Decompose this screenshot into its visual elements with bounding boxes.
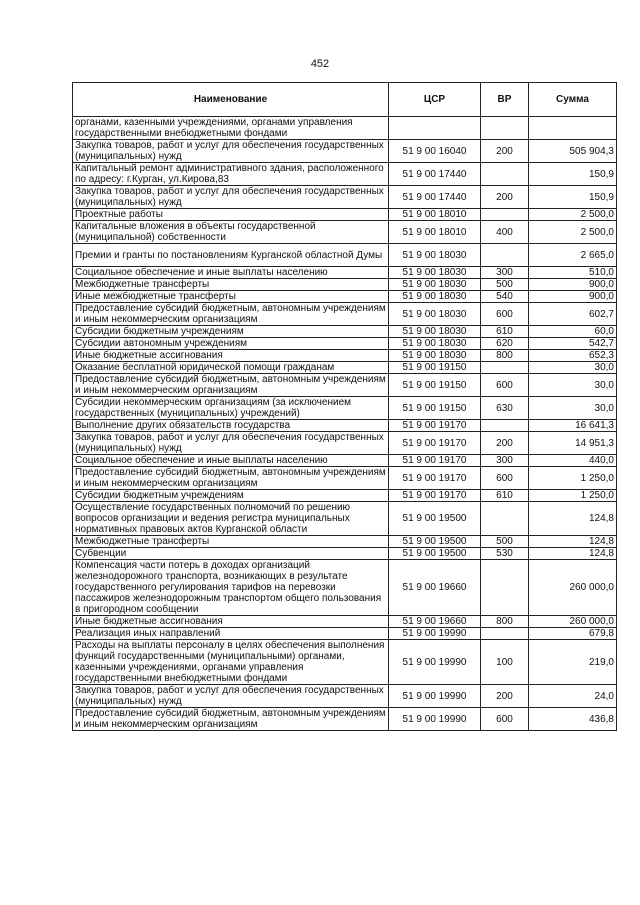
table-row xyxy=(73,502,617,536)
cell-vr: 300 xyxy=(481,455,529,467)
cell-csr: 51 9 00 19500 xyxy=(389,536,481,548)
cell-name: Закупка товаров, работ и услуг для обеспечения государственных (муниципальных) нужд xyxy=(73,140,389,163)
cell-vr: 610 xyxy=(481,490,529,502)
table-row xyxy=(73,640,617,685)
cell-vr: 530 xyxy=(481,548,529,560)
cell-csr: 51 9 00 19170 xyxy=(389,420,481,432)
cell-vr: 100 xyxy=(481,640,529,685)
cell-name: Реализация иных направлений xyxy=(73,628,389,640)
cell-csr: 51 9 00 18030 xyxy=(389,244,481,267)
cell-name: Субсидии бюджетным учреждениям xyxy=(73,326,389,338)
cell-csr: 51 9 00 18010 xyxy=(389,209,481,221)
cell-name: Иные бюджетные ассигнования xyxy=(73,350,389,362)
cell-name: Иные межбюджетные трансферты xyxy=(73,291,389,303)
cell-csr xyxy=(389,117,481,140)
table-row xyxy=(73,362,617,374)
cell-sum: 150,9 xyxy=(529,163,617,186)
cell-sum: 2 500,0 xyxy=(529,221,617,244)
cell-name: Межбюджетные трансферты xyxy=(73,536,389,548)
cell-sum: 602,7 xyxy=(529,303,617,326)
cell-name: Расходы на выплаты персоналу в целях обеспечения выполнения функций государственными (муниципальными) органами, казенными учреждениями, органами управления государственными внебюджетными фондами xyxy=(73,640,389,685)
cell-sum: 124,8 xyxy=(529,502,617,536)
cell-name: Субсидии некоммерческим организациям (за исключением государственных (муниципальных) учреждений) xyxy=(73,397,389,420)
cell-vr xyxy=(481,244,529,267)
cell-name: Премии и гранты по постановлениям Курганской областной Думы xyxy=(73,244,389,267)
cell-vr xyxy=(481,163,529,186)
cell-csr: 51 9 00 18010 xyxy=(389,221,481,244)
cell-sum: 260 000,0 xyxy=(529,616,617,628)
cell-name: Закупка товаров, работ и услуг для обеспечения государственных (муниципальных) нужд xyxy=(73,432,389,455)
cell-vr xyxy=(481,420,529,432)
cell-csr: 51 9 00 18030 xyxy=(389,303,481,326)
cell-sum: 2 500,0 xyxy=(529,209,617,221)
cell-csr: 51 9 00 18030 xyxy=(389,326,481,338)
cell-sum: 30,0 xyxy=(529,374,617,397)
cell-csr: 51 9 00 19150 xyxy=(389,397,481,420)
page-number: 452 xyxy=(310,58,330,70)
table-row xyxy=(73,708,617,731)
cell-csr: 51 9 00 19170 xyxy=(389,467,481,490)
table-row xyxy=(73,350,617,362)
cell-sum: 14 951,3 xyxy=(529,432,617,455)
cell-vr: 200 xyxy=(481,685,529,708)
cell-sum: 2 665,0 xyxy=(529,244,617,267)
cell-sum: 440,0 xyxy=(529,455,617,467)
cell-name: Компенсация части потерь в доходах организаций железнодорожного транспорта, возникающих в результате государственного регулирования тарифов на перевозки пассажиров железнодорожным транспортом общего пользования в пригородном сообщении xyxy=(73,560,389,616)
cell-sum: 16 641,3 xyxy=(529,420,617,432)
cell-name: Субвенции xyxy=(73,548,389,560)
cell-name: Субсидии бюджетным учреждениям xyxy=(73,490,389,502)
cell-csr: 51 9 00 19500 xyxy=(389,548,481,560)
cell-sum: 510,0 xyxy=(529,267,617,279)
table-row xyxy=(73,397,617,420)
cell-csr: 51 9 00 19170 xyxy=(389,432,481,455)
cell-name: Субсидии автономным учреждениям xyxy=(73,338,389,350)
cell-csr: 51 9 00 18030 xyxy=(389,291,481,303)
table-row xyxy=(73,244,617,267)
cell-csr: 51 9 00 18030 xyxy=(389,350,481,362)
table-row xyxy=(73,209,617,221)
cell-vr: 400 xyxy=(481,221,529,244)
header-vr: ВР xyxy=(481,83,529,117)
table-row xyxy=(73,279,617,291)
cell-vr: 630 xyxy=(481,397,529,420)
table-row xyxy=(73,338,617,350)
cell-name: Иные бюджетные ассигнования xyxy=(73,616,389,628)
table-row xyxy=(73,685,617,708)
table-row xyxy=(73,163,617,186)
cell-sum: 30,0 xyxy=(529,397,617,420)
cell-vr: 300 xyxy=(481,267,529,279)
cell-sum: 505 904,3 xyxy=(529,140,617,163)
budget-table xyxy=(72,82,617,731)
table-row xyxy=(73,560,617,616)
cell-csr: 51 9 00 19170 xyxy=(389,490,481,502)
cell-name: Закупка товаров, работ и услуг для обеспечения государственных (муниципальных) нужд xyxy=(73,186,389,209)
table-body xyxy=(73,117,617,731)
cell-name: органами, казенными учреждениями, органами управления государственными внебюджетными фондами xyxy=(73,117,389,140)
cell-vr xyxy=(481,209,529,221)
cell-sum: 542,7 xyxy=(529,338,617,350)
cell-csr: 51 9 00 19990 xyxy=(389,708,481,731)
cell-csr: 51 9 00 19990 xyxy=(389,628,481,640)
cell-csr: 51 9 00 19170 xyxy=(389,455,481,467)
table-header xyxy=(73,83,617,117)
cell-name: Социальное обеспечение и иные выплаты населению xyxy=(73,455,389,467)
cell-csr: 51 9 00 17440 xyxy=(389,186,481,209)
cell-vr: 500 xyxy=(481,536,529,548)
cell-sum: 1 250,0 xyxy=(529,490,617,502)
cell-csr: 51 9 00 19150 xyxy=(389,362,481,374)
cell-vr: 200 xyxy=(481,186,529,209)
cell-sum: 30,0 xyxy=(529,362,617,374)
table-row xyxy=(73,291,617,303)
cell-csr: 51 9 00 18030 xyxy=(389,279,481,291)
cell-sum: 1 250,0 xyxy=(529,467,617,490)
cell-name: Социальное обеспечение и иные выплаты населению xyxy=(73,267,389,279)
cell-name: Закупка товаров, работ и услуг для обеспечения государственных (муниципальных) нужд xyxy=(73,685,389,708)
header-name: Наименование xyxy=(73,83,389,117)
header-csr: ЦСР xyxy=(389,83,481,117)
cell-sum: 900,0 xyxy=(529,291,617,303)
table-row xyxy=(73,140,617,163)
cell-name: Оказание бесплатной юридической помощи гражданам xyxy=(73,362,389,374)
cell-sum: 652,3 xyxy=(529,350,617,362)
table-row xyxy=(73,374,617,397)
cell-vr: 600 xyxy=(481,303,529,326)
cell-sum: 219,0 xyxy=(529,640,617,685)
cell-vr: 620 xyxy=(481,338,529,350)
cell-vr: 610 xyxy=(481,326,529,338)
cell-vr: 800 xyxy=(481,616,529,628)
table-row xyxy=(73,326,617,338)
cell-name: Капитальный ремонт административного здания, расположенного по адресу: г.Курган, ул.Кирова,83 xyxy=(73,163,389,186)
cell-vr xyxy=(481,362,529,374)
cell-csr: 51 9 00 18030 xyxy=(389,338,481,350)
table-row xyxy=(73,420,617,432)
table-row xyxy=(73,117,617,140)
cell-sum: 124,8 xyxy=(529,536,617,548)
cell-sum: 24,0 xyxy=(529,685,617,708)
cell-csr: 51 9 00 19150 xyxy=(389,374,481,397)
table-row xyxy=(73,432,617,455)
cell-name: Предоставление субсидий бюджетным, автономным учреждениям и иным некоммерческим организациям xyxy=(73,708,389,731)
cell-sum: 124,8 xyxy=(529,548,617,560)
cell-vr: 600 xyxy=(481,708,529,731)
cell-csr: 51 9 00 19660 xyxy=(389,616,481,628)
header-sum: Сумма xyxy=(529,83,617,117)
header-row xyxy=(73,83,617,117)
cell-sum: 260 000,0 xyxy=(529,560,617,616)
cell-sum: 60,0 xyxy=(529,326,617,338)
cell-vr: 200 xyxy=(481,432,529,455)
cell-csr: 51 9 00 19990 xyxy=(389,685,481,708)
cell-vr xyxy=(481,117,529,140)
table-row xyxy=(73,628,617,640)
cell-name: Предоставление субсидий бюджетным, автономным учреждениям и иным некоммерческим организациям xyxy=(73,303,389,326)
table-row xyxy=(73,221,617,244)
cell-name: Выполнение других обязательств государства xyxy=(73,420,389,432)
table-row xyxy=(73,455,617,467)
table-row xyxy=(73,303,617,326)
table-row xyxy=(73,536,617,548)
cell-vr xyxy=(481,502,529,536)
cell-vr: 600 xyxy=(481,374,529,397)
cell-vr xyxy=(481,560,529,616)
cell-name: Проектные работы xyxy=(73,209,389,221)
cell-csr: 51 9 00 17440 xyxy=(389,163,481,186)
cell-vr: 800 xyxy=(481,350,529,362)
table-row xyxy=(73,548,617,560)
cell-vr: 600 xyxy=(481,467,529,490)
cell-name: Капитальные вложения в объекты государственной (муниципальной) собственности xyxy=(73,221,389,244)
cell-vr: 540 xyxy=(481,291,529,303)
cell-vr xyxy=(481,628,529,640)
table-row xyxy=(73,267,617,279)
cell-sum: 436,8 xyxy=(529,708,617,731)
cell-csr: 51 9 00 19500 xyxy=(389,502,481,536)
table-row xyxy=(73,490,617,502)
cell-sum: 900,0 xyxy=(529,279,617,291)
table-row xyxy=(73,616,617,628)
cell-sum xyxy=(529,117,617,140)
cell-vr: 500 xyxy=(481,279,529,291)
cell-csr: 51 9 00 19990 xyxy=(389,640,481,685)
cell-vr: 200 xyxy=(481,140,529,163)
table-row xyxy=(73,467,617,490)
cell-sum: 679,8 xyxy=(529,628,617,640)
cell-csr: 51 9 00 16040 xyxy=(389,140,481,163)
cell-name: Предоставление субсидий бюджетным, автономным учреждениям и иным некоммерческим организациям xyxy=(73,467,389,490)
cell-name: Осуществление государственных полномочий по решению вопросов организации и ведения регистра муниципальных нормативных правовых актов Курганской области xyxy=(73,502,389,536)
cell-csr: 51 9 00 19660 xyxy=(389,560,481,616)
cell-name: Предоставление субсидий бюджетным, автономным учреждениям и иным некоммерческим организациям xyxy=(73,374,389,397)
table-row xyxy=(73,186,617,209)
cell-name: Межбюджетные трансферты xyxy=(73,279,389,291)
cell-sum: 150,9 xyxy=(529,186,617,209)
cell-csr: 51 9 00 18030 xyxy=(389,267,481,279)
